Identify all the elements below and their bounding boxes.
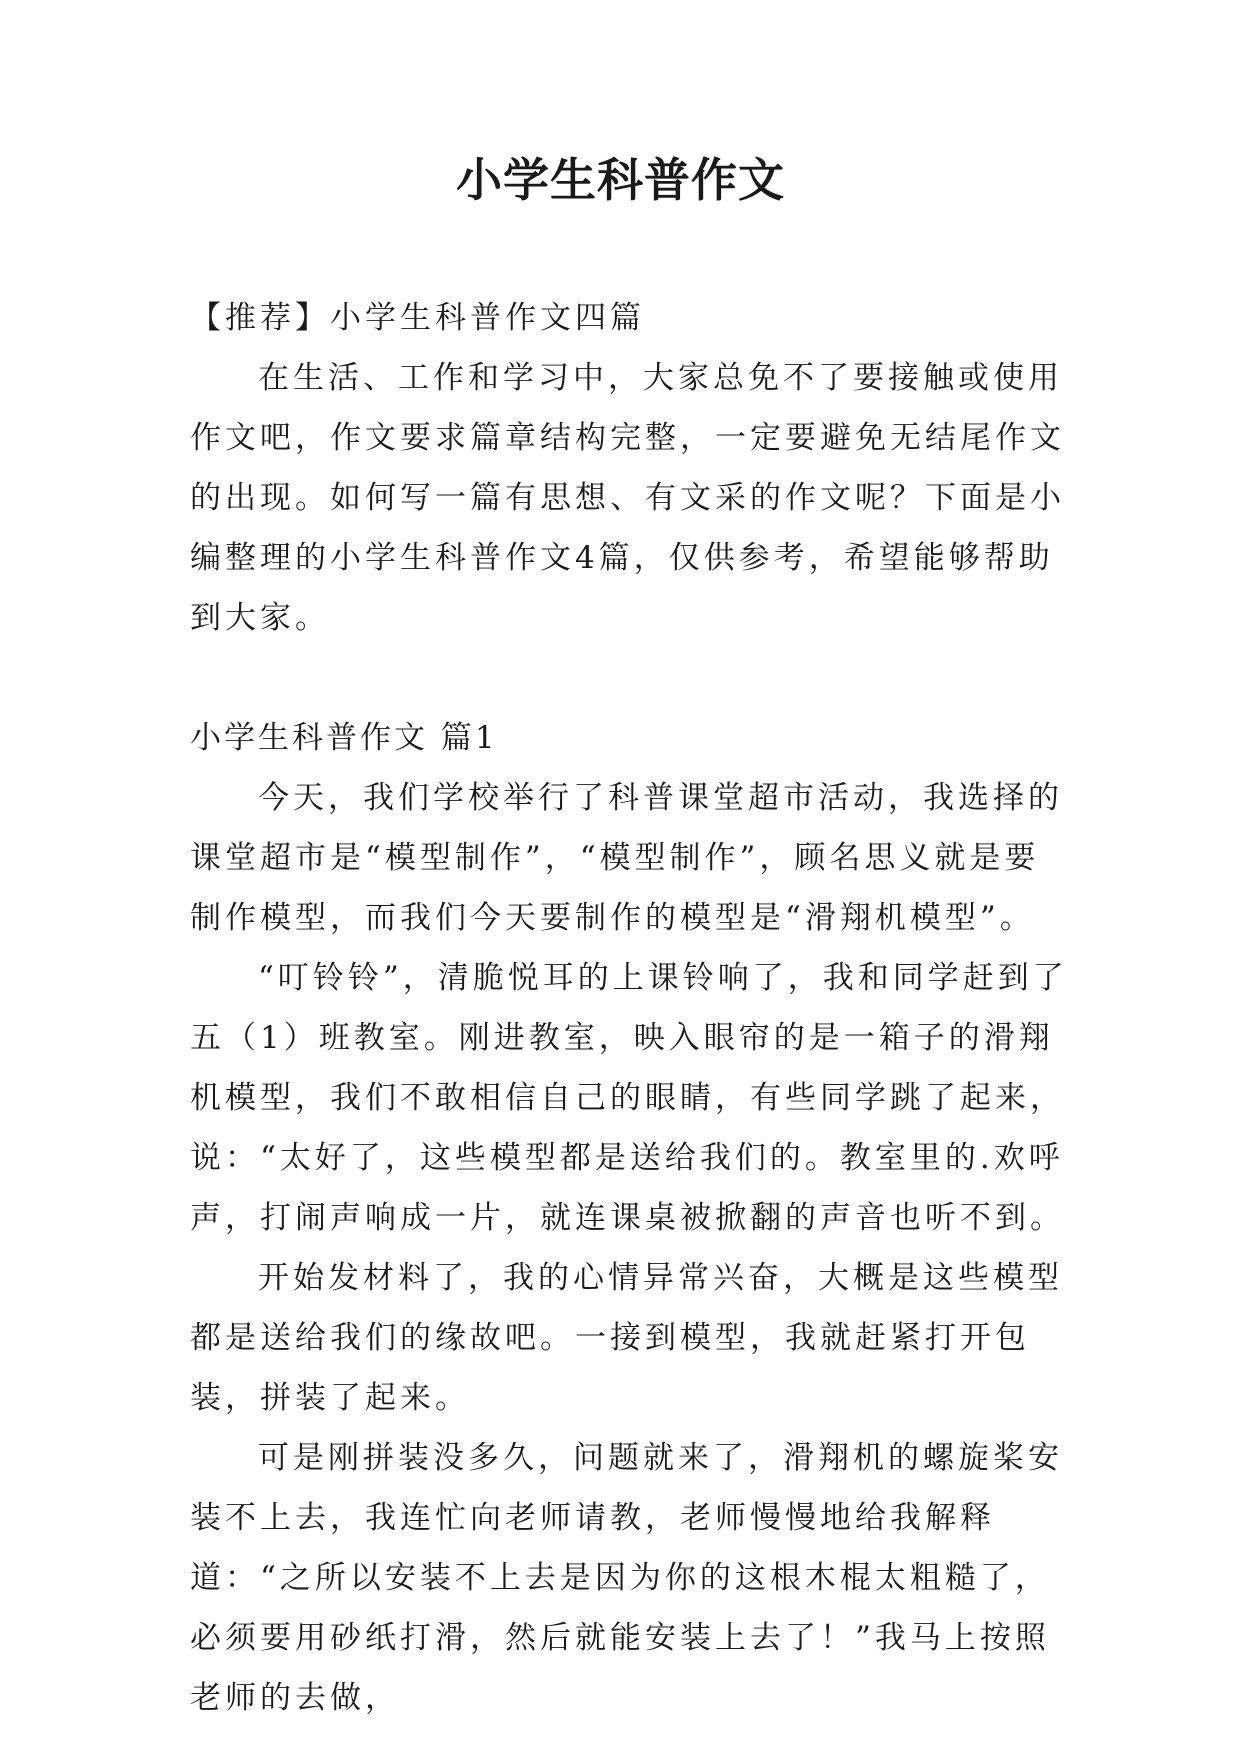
document-body: [190, 288, 1070, 1728]
section-spacer: [190, 648, 1070, 708]
document-title: 小学生科普作文: [456, 153, 785, 207]
body-paragraph-1: 今天，我们学校举行了科普课堂超市活动，我选择的课堂超市是“模型制作”，“模型制作”，顾名思义就是要制作模型，而我们今天要制作的模型是“滑翔机模型”。: [190, 780, 1063, 936]
section-title: 小学生科普作文 篇1: [190, 720, 498, 756]
body-paragraph-3: 开始发材料了，我的心情异常兴奋，大概是这些模型都是送给我们的缘故吧。一接到模型，我就赶紧打开包装，拼装了起来。: [190, 1260, 1063, 1416]
body-paragraph-2: “叮铃铃”，清脆悦耳的上课铃响了，我和同学赶到了五（1）班教室。刚进教室，映入眼帘的是一箱子的滑翔机模型，我们不敢相信自己的眼睛，有些同学跳了起来，说：“太好了，这些模型都是送给我们的。教室里的.欢呼声，打闹声响成一片，就连课桌被掀翻的声音也听不到。: [190, 960, 1068, 1236]
document-subtitle: 【推荐】小学生科普作文四篇: [190, 300, 645, 336]
intro-paragraph: 在生活、工作和学习中，大家总免不了要接触或使用作文吧，作文要求篇章结构完整，一定要避免无结尾作文的出现。如何写一篇有思想、有文采的作文呢？下面是小编整理的小学生科普作文4篇，仅供参考，希望能够帮助到大家。: [190, 360, 1065, 636]
body-paragraph-4: 可是刚拼装没多久，问题就来了，滑翔机的螺旋桨安装不上去，我连忙向老师请教，老师慢慢地给我解释道：“之所以安装不上去是因为你的这根木棍太粗糙了，必须要用砂纸打滑，然后就能安装上去了！”我马上按照老师的去做，: [190, 1440, 1063, 1716]
